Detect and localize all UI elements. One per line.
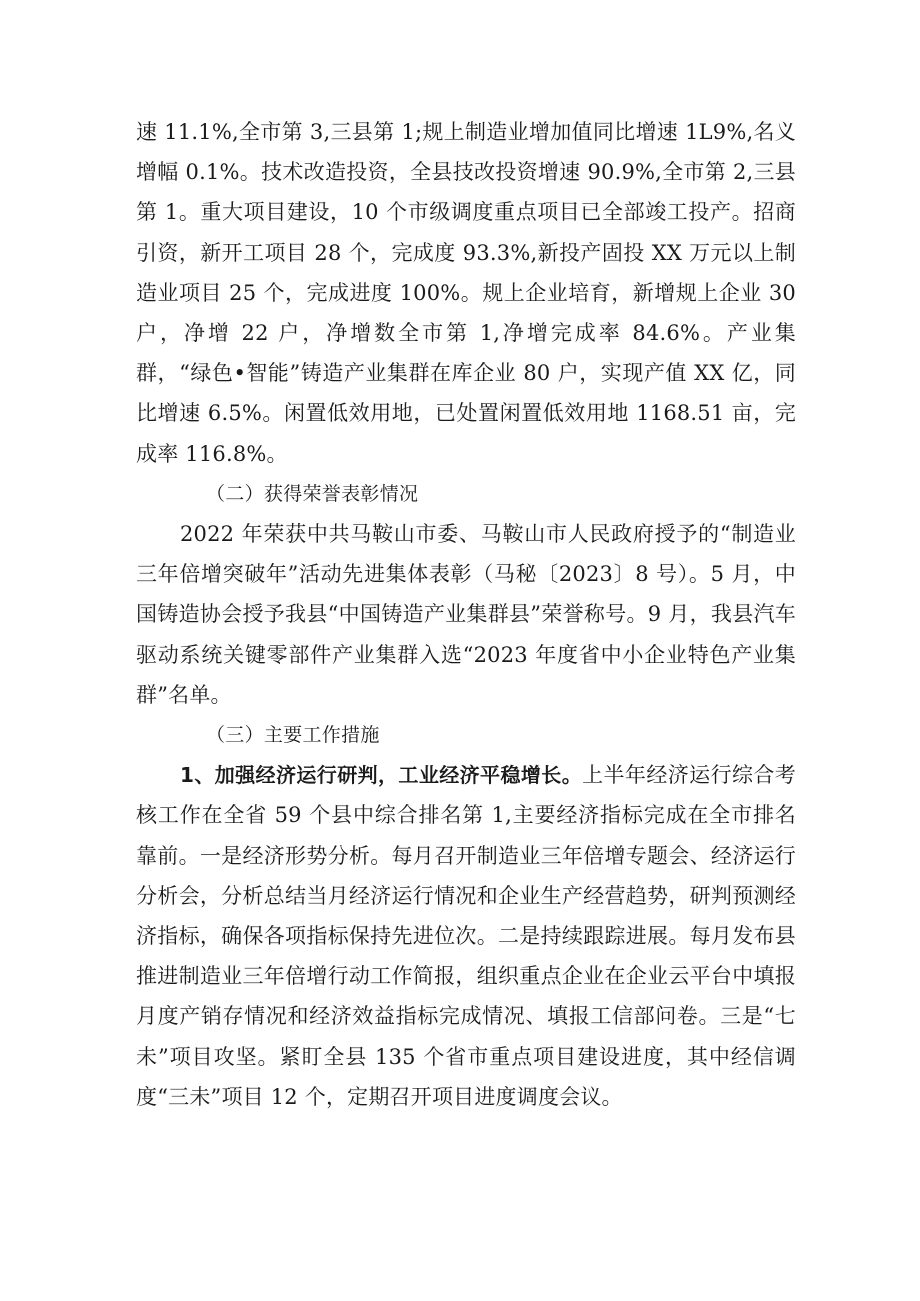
measure-body-text: 上半年经济运行综合考核工作在全省 59 个县中综合排名第 1,主要经济指标完成在全市排名靠前。一是经济形势分析。每月召开制造业三年倍增专题会、经济运行分析会，分析总结当月经济运行情况和企业生产经营趋势，研判预测经济指标，确保各项指标保持先进位次。二是持续跟踪进展。每月发布县推进制造业三年倍增行动工作简报，组织重点企业在企业云平台中填报月度产销存情况和经济效益指标完成情况、填报工信部问卷。三是“七未”项目攻坚。紧盯全县 135 个省市重点项目建设进度，其中经信调度“三未”项目 12 个，定期召开项目进度调度会议。	[136, 763, 796, 1109]
paragraph-measures	[136, 755, 796, 1117]
section-heading-honors: （二）获得荣誉表彰情况	[206, 482, 419, 505]
section-heading-measures: （三）主要工作措施	[206, 724, 380, 747]
measure-lead-title: 1、加强经济运行研判，工业经济平稳增长。	[180, 763, 583, 788]
document-body	[136, 112, 796, 1117]
paragraph-economic-indicators: 速 11.1%,全市第 3,三县第 1;规上制造业增加值同比增速 1L9%,名义增幅 0.1%。技术改造投资，全县技改投资增速 90.9%,全市第 2,三县第 1。重大项目建设，10 个市级调度重点项目已全部竣工投产。招商引资，新开工项目 28 个，完成度 93.3%,新投产固投 XX 万元以上制造业项目 25 个，完成进度 100%。规上企业培育，新增规上企业 30 户，净增 22 户，净增数全市第 1,净增完成率 84.6%。产业集群，“绿色•智能”铸造产业集群在库企业 80 户，实现产值 XX 亿，同比增速 6.5%。闲置低效用地，已处置闲置低效用地 1168.51 亩，完成率 116.8%。	[136, 120, 796, 466]
paragraph-honors: 2022 年荣获中共马鞍山市委、马鞍山市人民政府授予的“制造业三年倍增突破年”活动先进集体表彰（马秘〔2023〕8 号）。5 月，中国铸造协会授予我县“中国铸造产业集群县”荣誉称号。9 月，我县汽车驱动系统关键零部件产业集群入选“2023 年度省中小企业特色产业集群”名单。	[136, 522, 796, 707]
